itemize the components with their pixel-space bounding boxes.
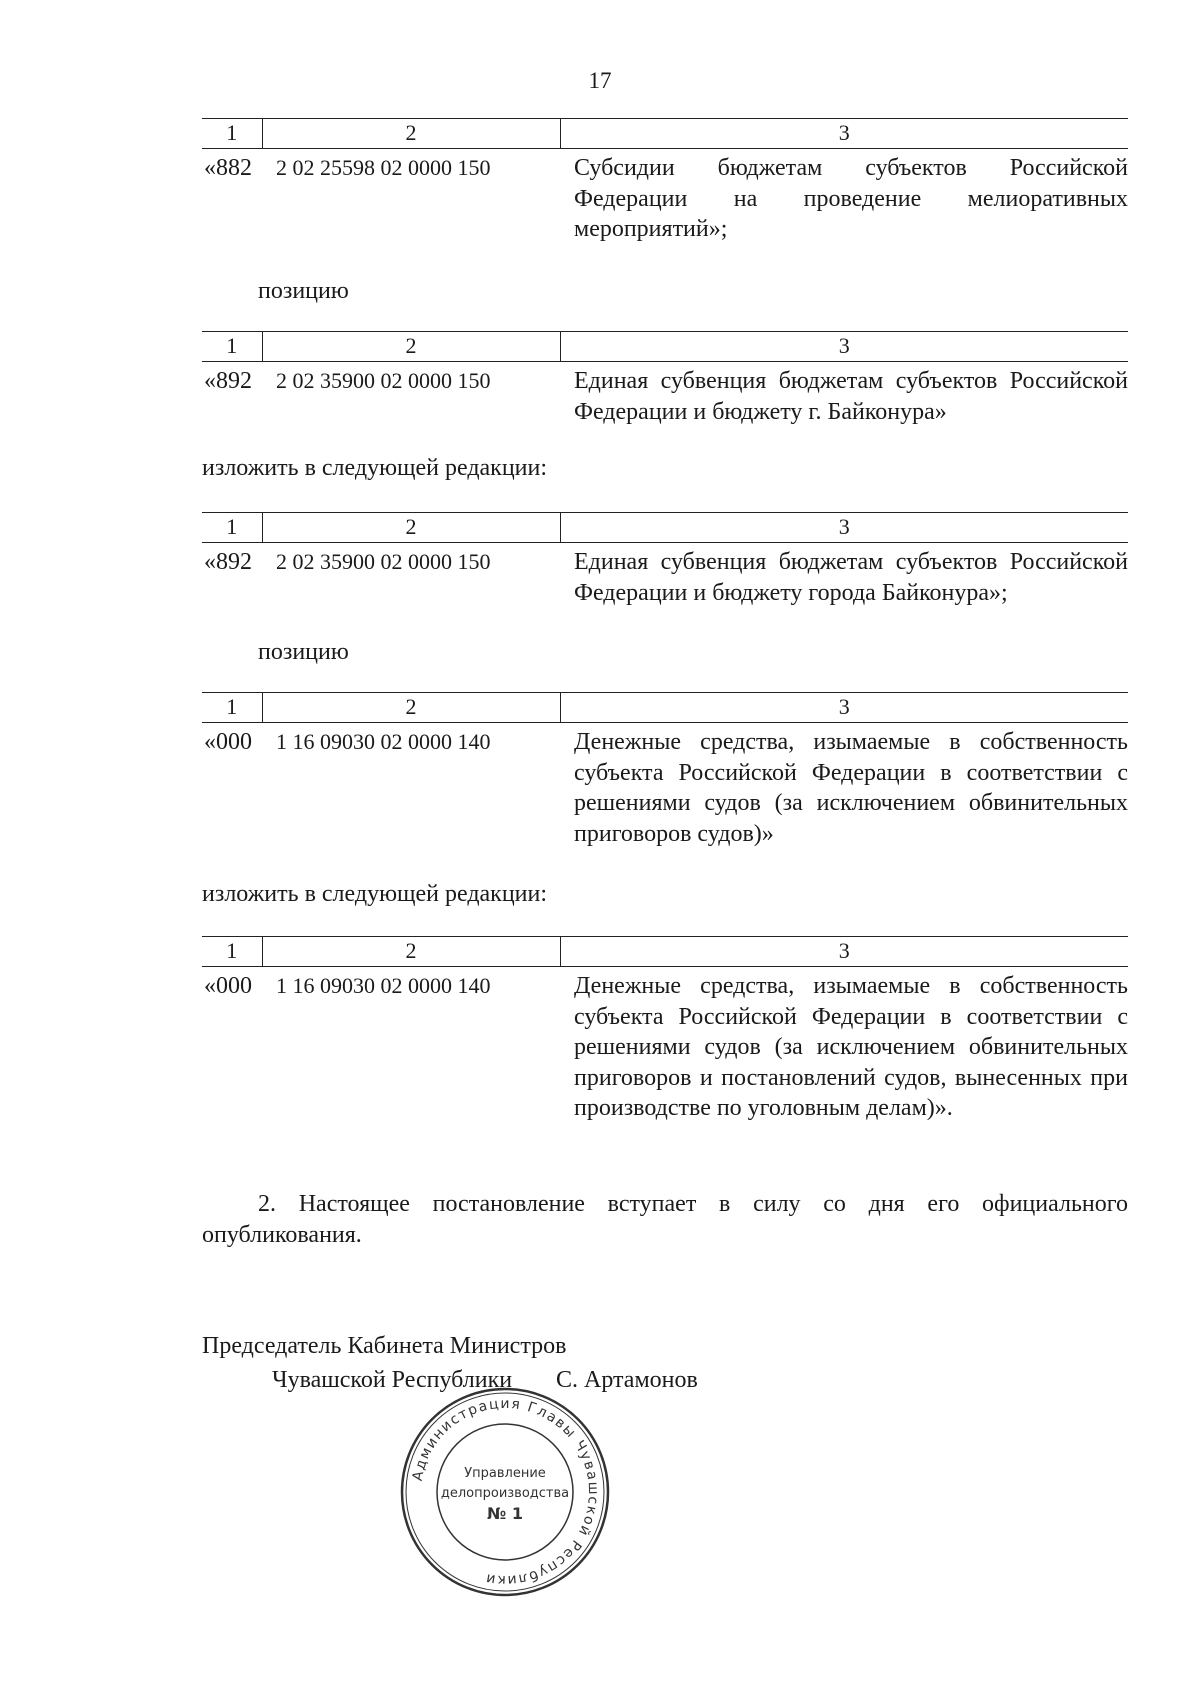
revenue-description: Денежные средства, изымаемые в собственность субъекта Российской Федерации в соответствии с решениями судов (за исключением обвинительных приговоров судов)» bbox=[574, 729, 1128, 847]
table-row bbox=[202, 362, 1128, 428]
column-header: 1 bbox=[202, 513, 262, 543]
admin-code: «882 bbox=[204, 155, 252, 181]
admin-code: «000 bbox=[204, 729, 252, 755]
column-header: 2 bbox=[262, 693, 560, 723]
table-row bbox=[202, 967, 1128, 1124]
column-header: 3 bbox=[560, 119, 1128, 149]
revenue-description: Субсидии бюджетам субъектов Российской Федерации на проведение мелиоративных мероприятий»; bbox=[574, 155, 1128, 242]
stamp-outer-text: Администрация Главы Чувашской Республики bbox=[409, 1395, 602, 1589]
signatory-title-line-2: Чувашской Республики bbox=[272, 1367, 513, 1393]
signatory-name: С. Артамонов bbox=[556, 1367, 698, 1393]
column-header: 1 bbox=[202, 332, 262, 362]
revenue-description: Единая субвенция бюджетам субъектов Российской Федерации и бюджету г. Байконура» bbox=[574, 368, 1128, 425]
table-row bbox=[202, 723, 1128, 850]
budget-classification-code: 2 02 35900 02 0000 150 bbox=[276, 549, 491, 574]
budget-code-table-5 bbox=[202, 936, 1128, 1124]
table-row bbox=[202, 149, 1128, 245]
column-header: 1 bbox=[202, 119, 262, 149]
connector-text: позицию bbox=[258, 639, 349, 665]
stamp-inner-line-3: № 1 bbox=[487, 1504, 523, 1523]
column-header: 2 bbox=[262, 332, 560, 362]
table-header-row bbox=[202, 693, 1128, 723]
connector-text: изложить в следующей редакции: bbox=[202, 881, 548, 907]
budget-classification-code: 1 16 09030 02 0000 140 bbox=[276, 973, 491, 998]
column-header: 2 bbox=[262, 513, 560, 543]
effective-date-paragraph: 2. Настоящее постановление вступает в силу со дня его официального опубликования. bbox=[202, 1191, 1128, 1248]
connector-text: позицию bbox=[258, 278, 349, 304]
admin-code: «892 bbox=[204, 549, 252, 575]
admin-code: «892 bbox=[204, 368, 252, 394]
page-number: 17 bbox=[588, 68, 612, 93]
budget-classification-code: 2 02 25598 02 0000 150 bbox=[276, 155, 491, 180]
table-header-row bbox=[202, 937, 1128, 967]
budget-code-table-2 bbox=[202, 331, 1128, 427]
column-header: 2 bbox=[262, 119, 560, 149]
table-row bbox=[202, 543, 1128, 609]
stamp-inner-line-1: Управление bbox=[464, 1466, 546, 1481]
column-header: 1 bbox=[202, 693, 262, 723]
stamp-inner-line-2: делопроизводства bbox=[440, 1486, 570, 1501]
official-stamp bbox=[398, 1385, 612, 1599]
table-header-row bbox=[202, 513, 1128, 543]
table-header-row bbox=[202, 119, 1128, 149]
budget-classification-code: 1 16 09030 02 0000 140 bbox=[276, 729, 491, 754]
budget-code-table-4 bbox=[202, 692, 1128, 849]
signatory-title-line-1: Председатель Кабинета Министров bbox=[202, 1333, 567, 1359]
column-header: 2 bbox=[262, 937, 560, 967]
revenue-description: Денежные средства, изымаемые в собственность субъекта Российской Федерации в соответствии с решениями судов (за исключением обвинительных приговоров и постановлений судов, вынесенных при производстве по уголовным делам)». bbox=[574, 973, 1128, 1121]
column-header: 3 bbox=[560, 937, 1128, 967]
budget-code-table-1 bbox=[202, 118, 1128, 245]
admin-code: «000 bbox=[204, 973, 252, 999]
column-header: 1 bbox=[202, 937, 262, 967]
connector-text: изложить в следующей редакции: bbox=[202, 455, 548, 481]
table-header-row bbox=[202, 332, 1128, 362]
column-header: 3 bbox=[560, 693, 1128, 723]
budget-code-table-3 bbox=[202, 512, 1128, 608]
budget-classification-code: 2 02 35900 02 0000 150 bbox=[276, 368, 491, 393]
revenue-description: Единая субвенция бюджетам субъектов Российской Федерации и бюджету города Байконура»; bbox=[574, 549, 1128, 606]
column-header: 3 bbox=[560, 513, 1128, 543]
column-header: 3 bbox=[560, 332, 1128, 362]
